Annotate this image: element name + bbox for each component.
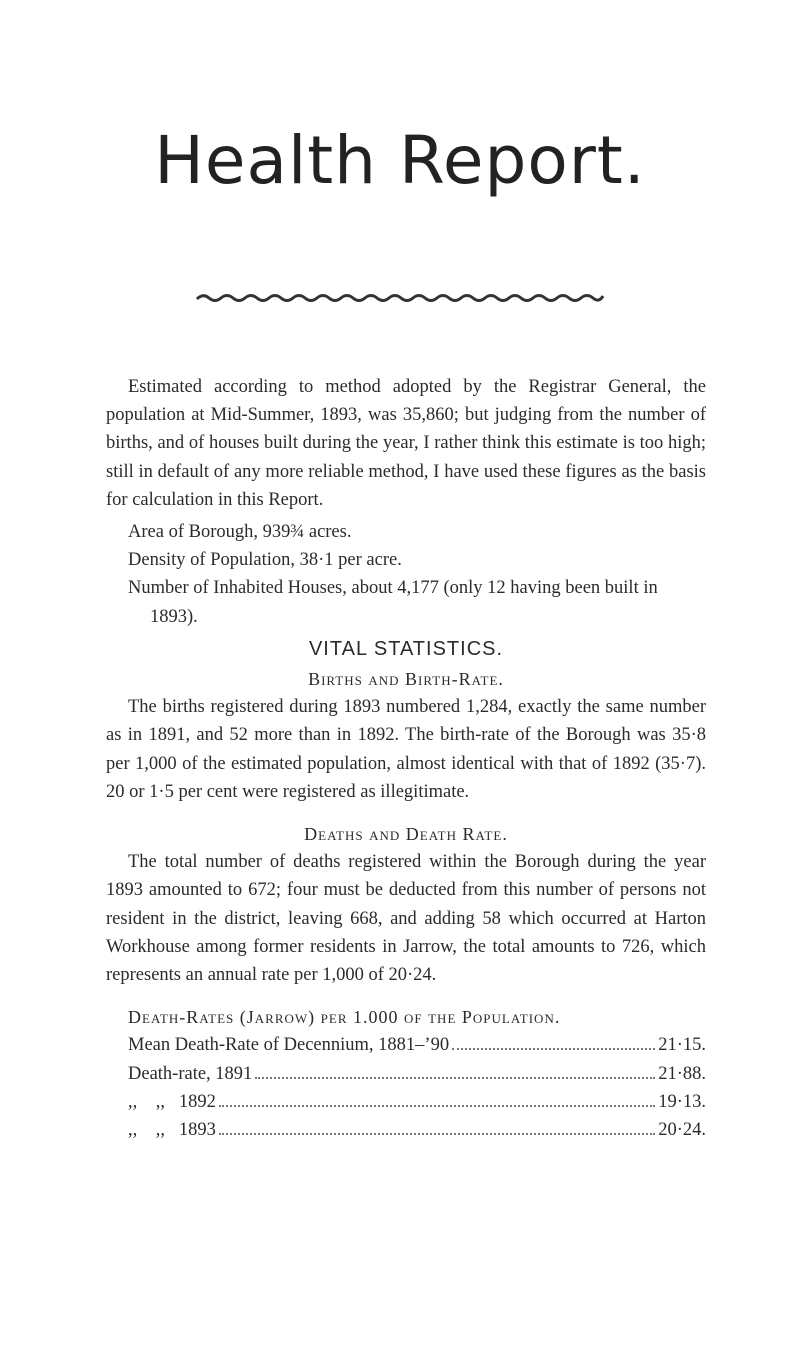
report-body [106,373,706,1144]
dot-leader [452,1048,655,1050]
death-rate-value: 21·15. [658,1035,706,1056]
death-rate-value: 21·88. [658,1063,706,1084]
density-fact: Density of Population, 38·1 per acre. [128,550,402,571]
deaths-heading: Deaths and Death Rate. [304,824,508,845]
area-fact: Area of Borough, 939¾ acres. [128,522,352,543]
death-rate-label: ,, ,, 1893 [128,1120,216,1141]
deaths-paragraph: The total number of deaths registered within the Borough during the year 1893 amounted to 672; four must be deducted from this number of persons not resident in the district, leaving 668, and adding 58 which occurred at Harton Workhouse among former residents in Jarrow, the total amounts to 726, which represents an annual rate per 1,000 of 20·24. [106,852,706,986]
dot-leader [219,1133,655,1135]
dot-leader [219,1105,655,1107]
ornamental-rule [195,290,605,304]
death-rates-heading: Death-Rates (Jarrow) per 1.000 of the Population. [128,1007,561,1028]
intro-paragraph: Estimated according to method adopted by the Registrar General, the population at Mid-Summer, 1893, was 35,860; but judging from the number of births, and of houses built during the year, I rather think this estimate is too high; still in default of any more reliable method, I have used these figures as the basis for calculation in this Report. [106,377,706,510]
death-rate-row [106,1116,706,1144]
dot-leader [255,1077,655,1079]
births-paragraph: The births registered during 1893 numbered 1,284, exactly the same number as in 1891, and 52 more than in 1892. The birth-rate of the Borough was 35·8 per 1,000 of the estimated population, almost identical with that of 1892 (35·7). 20 or 1·5 per cent were registered as illegitimate. [106,697,706,802]
death-rate-label: Death-rate, 1891 [128,1063,253,1084]
death-rate-value: 20·24. [658,1120,706,1141]
death-rate-row [106,1060,706,1088]
death-rate-row [106,1031,706,1059]
death-rate-row [106,1088,706,1116]
death-rate-label: ,, ,, 1892 [128,1091,216,1112]
death-rate-value: 19·13. [658,1091,706,1112]
page-title: Health Report. [154,122,646,199]
death-rate-label: Mean Death-Rate of Decennium, 1881–’90 [128,1035,450,1056]
death-rates-list [106,1031,706,1144]
births-heading: Births and Birth-Rate. [308,669,504,690]
houses-fact: Number of Inhabited Houses, about 4,177 (only 12 having been built in 1893). [128,578,658,627]
vital-statistics-heading: VITAL STATISTICS. [308,637,504,660]
